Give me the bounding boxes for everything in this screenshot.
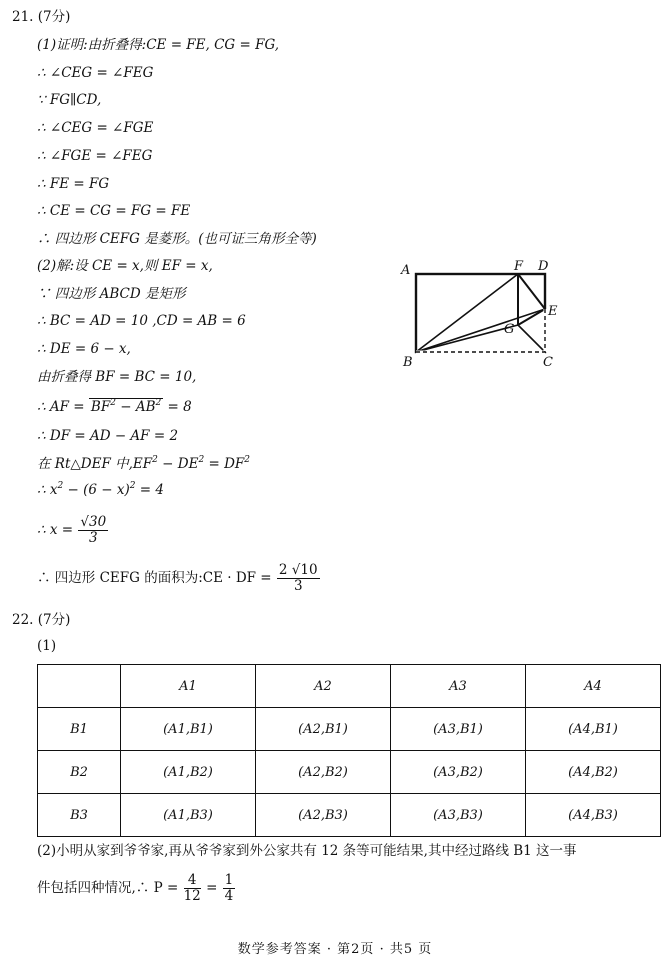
table-cell: (A1,B3): [121, 794, 256, 837]
q21-part1-lines-1: ∴ ∠CEG = ∠FEG: [37, 64, 154, 81]
label-e: E: [548, 304, 558, 319]
q21-part1-lines-4: ∴ ∠FGE = ∠FEG: [37, 147, 153, 164]
rt-line: 在 Rt△DEF 中$,EF^2 - DE^2 = DF^2$: [37, 455, 250, 472]
q21-part2-lines-3: ∴ DE = 6 − x,: [37, 341, 131, 358]
table-cell: (A2,B2): [256, 751, 391, 794]
af-line: ∴ AF = $BF^2 - AB^2 = 8$: [37, 398, 192, 415]
df-line: ∴ DF = AD − AF = 2: [37, 428, 179, 444]
table-cell: (A3,B1): [391, 708, 526, 751]
geometry-figure: [398, 255, 570, 375]
segment-be: [416, 309, 545, 352]
page-footer: 数学参考答案 · 第2页 · 共5 页: [237, 942, 433, 957]
q21-part1-lines-7: ∴ 四边形 CEFG 是菱形。(也可证三角形全等): [37, 230, 317, 247]
q22-part2-line2: 件包括四种情况,∴ P = $\frac{4}{12}$ = $\frac{1}{4}$: [37, 872, 234, 904]
table-cell: (A1,B2): [121, 751, 256, 794]
table-cell: (A1,B1): [121, 708, 256, 751]
q21-part2-lines-4: 由折叠得 BF = BC = 10,: [37, 368, 197, 385]
q21-part2-lines-0: (2)解:设 CE = x,则 EF = x,: [37, 258, 213, 274]
table-header-cell: A3: [391, 665, 526, 708]
table-header-cell: A2: [256, 665, 391, 708]
q21-heading: 21. (7分): [12, 9, 71, 25]
segment-gc: [518, 325, 545, 352]
q21-part1-lines-3: ∴ ∠CEG = ∠FGE: [37, 120, 154, 137]
table-header-cell: A4: [526, 665, 661, 708]
q21-part2-lines-1: ∵ 四边形 ABCD 是矩形: [37, 285, 186, 302]
table-cell: (A4,B3): [526, 794, 661, 837]
table-cell: B2: [38, 751, 121, 794]
table-cell: (A2,B3): [256, 794, 391, 837]
label-c: C: [543, 355, 553, 370]
table-cell: (A3,B3): [391, 794, 526, 837]
outcome-table: [37, 664, 661, 837]
q22-heading: 22. (7分): [12, 612, 71, 628]
table-row: [38, 708, 661, 751]
segment-bf: [416, 274, 518, 352]
label-f: F: [514, 259, 524, 274]
q22-part2-line1: (2)小明从家到爷爷家,再从爷爷家到外公家共有 12 条等可能结果,其中经过路线 B1 这一事: [37, 843, 577, 859]
table-row: [38, 794, 661, 837]
table-cell: (A3,B2): [391, 751, 526, 794]
label-g: G: [504, 322, 515, 337]
segment-fe: [518, 274, 545, 309]
label-d: D: [538, 259, 549, 274]
segment-bg: [416, 325, 518, 352]
x-solution: ∴ x = $\frac{√30}{3}$: [37, 514, 107, 546]
table-cell: (A2,B1): [256, 708, 391, 751]
q21-part1-lines-6: ∴ CE = CG = FG = FE: [37, 203, 191, 220]
label-b: B: [403, 355, 413, 370]
rectangle-abcd: [416, 274, 545, 352]
q21-part2-lines-2: ∴ BC = AD = 10 ,CD = AB = 6: [37, 313, 246, 330]
table-cell: (A4,B1): [526, 708, 661, 751]
area-line: ∴ 四边形 CEFG 的面积为:CE · DF = $\frac{2 √10}{3}$: [37, 562, 318, 594]
q22-part1-label: (1): [37, 638, 57, 654]
table-row: [38, 665, 661, 708]
table-row: [38, 751, 661, 794]
table-cell: (A4,B2): [526, 751, 661, 794]
equation-line: ∴ $x^2 - (6 - x)^2 = 4$: [37, 481, 164, 498]
q21-part1-lines-5: ∴ FE = FG: [37, 175, 110, 192]
table-cell: B1: [38, 708, 121, 751]
table-cell: B3: [38, 794, 121, 837]
table-header-cell: A1: [121, 665, 256, 708]
label-a: A: [401, 263, 411, 278]
q21-part1-lines-2: ∵ FG∥CD,: [37, 92, 102, 109]
q21-part1-lines-0: (1)证明:由折叠得:CE = FE, CG = FG,: [37, 37, 280, 53]
table-header-cell: [38, 665, 121, 708]
